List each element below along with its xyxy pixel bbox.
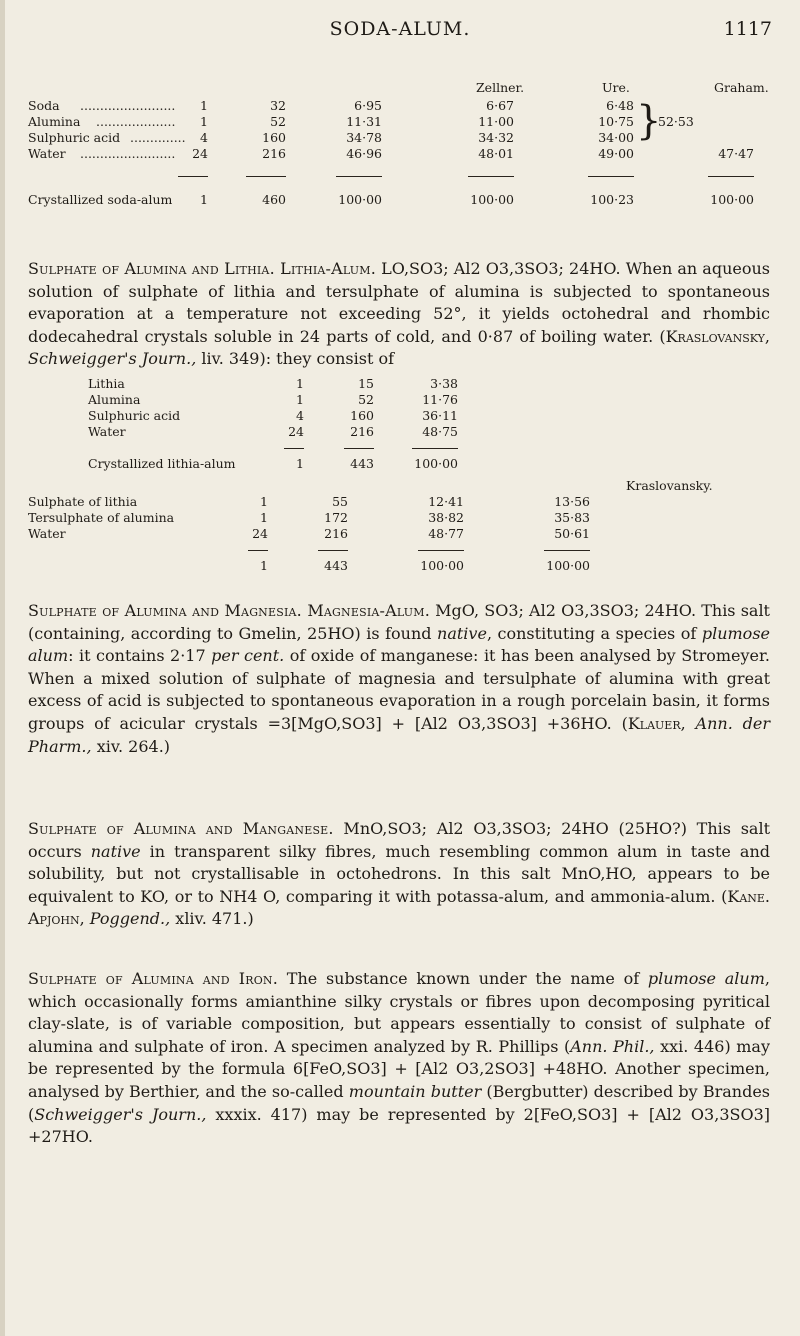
col-header-graham: Graham. (714, 80, 769, 95)
paragraph-iron-alum (28, 968, 770, 1149)
weight: 216 (350, 424, 374, 439)
reference: xiv. 264.) (91, 736, 171, 756)
kraslovansky-value: 35·83 (554, 510, 590, 525)
graham-water-value: 47·47 (718, 146, 754, 161)
equivalents: 24 (192, 146, 208, 161)
section-heading: Sulphate of Alumina and Manganese. (28, 819, 334, 838)
ure-value: 10·75 (598, 114, 634, 129)
component-name: Water (28, 146, 66, 161)
paragraph-manganese-alum (28, 818, 770, 931)
ure-value: 34·00 (598, 130, 634, 145)
table-row (28, 408, 768, 424)
brace: } (636, 98, 662, 144)
component-name: Water (88, 424, 126, 439)
body-text: in transparent silky fibres, much resembling common alum in taste and solubility, but not crystallisable in octohedrons. In this salt MnO,HO, appears to be equivalent to KO, or to NH4 O, comparing it with potassa-alum, and ammonia-alum. ( (28, 841, 770, 906)
body-text: : it contains 2·17 (68, 646, 212, 666)
table-column-headers (28, 478, 768, 494)
calculated-percent: 100·00 (338, 192, 382, 207)
body-text: , which occasionally forms amianthine silky crystals or fibres upon decomposing pyritical clay-slate, is of variable composition, but appears essentially to consist of sulphate of alumina and sulphate of iron. A specimen analyzed by R. Phillips ( (28, 969, 770, 1056)
sum-rule (318, 550, 348, 551)
journal: Schweigger's Journ., (28, 349, 197, 369)
reference: liv. 349): they consist of (196, 349, 395, 369)
emphasis: plumose alum (28, 623, 770, 666)
percent: 100·00 (420, 558, 464, 573)
emphasis: native (437, 623, 487, 643)
equivalents: 4 (296, 408, 304, 423)
equivalents: 1 (200, 98, 208, 113)
equivalents: 1 (296, 392, 304, 407)
journal: Schweigger's Journ., (34, 1104, 207, 1124)
table-total-row (28, 192, 768, 208)
body-text: xxi. 446) may be represented by the formula 6[FeO,SO3] + [Al2 O3,2SO3] +48HO. Another specimen, analysed by Berthier, and the so-called (28, 1036, 770, 1101)
equivalents: 1 (296, 456, 304, 471)
leader-dots: .................... (96, 114, 176, 129)
journal: Poggend., (84, 909, 171, 929)
leader-dots: .............. (130, 130, 186, 145)
equivalents: 1 (260, 558, 268, 573)
soda-alum-table (28, 80, 769, 207)
weight: 443 (350, 456, 374, 471)
section-heading: Sulphate of Alumina and Iron. (28, 969, 279, 988)
sum-rule (544, 550, 590, 551)
col-header-zellner: Zellner. (476, 80, 525, 95)
equivalents: 1 (296, 376, 304, 391)
sum-rule (412, 448, 458, 449)
page-left-edge (0, 0, 5, 1336)
zellner-value: 6·67 (486, 98, 514, 113)
calculated-percent: 34·78 (346, 130, 382, 145)
percent: 48·75 (422, 424, 458, 439)
table-row (28, 526, 768, 542)
section-heading: Sulphate of Alumina and Lithia. Lithia-Alum. (28, 259, 377, 278)
sum-rule (336, 176, 382, 177)
sum-rule (248, 550, 268, 551)
graham-bracketed-value: 52·53 (658, 114, 694, 129)
emphasis: plumose alum (647, 969, 765, 988)
weight: 460 (262, 192, 286, 207)
body-text: MgO, SO3; Al2 O3,3SO3; 24HO. This salt (containing, according to Gmelin, 25HO) is found (28, 601, 770, 643)
body-text: MnO,SO3; Al2 O3,3SO3; 24HO (25HO?) This salt occurs (28, 819, 770, 861)
sum-rule (468, 176, 514, 177)
ure-value: 49·00 (598, 146, 634, 161)
equivalents: 1 (200, 114, 208, 129)
sum-rule (178, 176, 208, 177)
zellner-value: 34·32 (478, 130, 514, 145)
zellner-value: 100·00 (470, 192, 514, 207)
component-name: Sulphate of lithia (28, 494, 138, 509)
component-name: Sulphuric acid (88, 408, 181, 423)
component-name: Alumina (28, 114, 81, 129)
body-text: , constituting a species of (486, 623, 702, 643)
weight: 15 (358, 376, 374, 391)
sum-rule (344, 448, 374, 449)
author: Kraslovansky, (665, 326, 770, 346)
table-row (28, 392, 768, 408)
component-name: Sulphuric acid (28, 130, 121, 145)
journal: Ann. der Pharm., (28, 713, 771, 756)
leader-dots: ........................ (80, 146, 176, 161)
table-row (28, 424, 768, 440)
sum-rule (246, 176, 286, 177)
body-text: xxxix. 417) may be represented by 2[FeO,SO3] + [Al2 O3,3SO3] +27HO. (28, 1104, 770, 1147)
zellner-value: 48·01 (478, 146, 514, 161)
reference: xliv. 471.) (170, 909, 254, 929)
weight: 443 (324, 558, 348, 573)
weight: 52 (358, 392, 374, 407)
lithia-alum-table (28, 376, 768, 471)
weight: 160 (262, 130, 286, 145)
calculated-percent: 6·95 (354, 98, 382, 113)
table-row (28, 494, 768, 510)
component-name: Lithia (88, 376, 125, 391)
weight: 55 (332, 494, 348, 509)
component-name: Water (28, 526, 66, 541)
emphasis: per cent. (211, 646, 285, 666)
weight: 172 (324, 510, 348, 525)
percent: 38·82 (428, 510, 464, 525)
weight: 160 (350, 408, 374, 423)
graham-value: 100·00 (710, 192, 754, 207)
table-column-headers (28, 80, 768, 96)
percent: 11·76 (422, 392, 458, 407)
percent: 48·77 (428, 526, 464, 541)
sum-rule (708, 176, 754, 177)
page-number: 1117 (723, 18, 772, 40)
col-header-ure: Ure. (602, 80, 630, 95)
kraslovansky-value: 13·56 (554, 494, 590, 509)
sum-rule (418, 550, 464, 551)
lithia-alum-salts-table (28, 478, 768, 573)
formula: LO,SO3; Al2 O3,3SO3; 24HO. (376, 259, 621, 278)
weight: 32 (270, 98, 286, 113)
author: Kane. Apjohn, (28, 886, 770, 929)
journal: Ann. Phil., (570, 1036, 655, 1056)
equivalents: 1 (260, 510, 268, 525)
author: Klauer, (627, 713, 686, 733)
body-text: (Bergbutter) described by Brandes ( (28, 1081, 771, 1124)
table-row (28, 146, 768, 162)
percent: 12·41 (428, 494, 464, 509)
equivalents: 24 (252, 526, 268, 541)
table-row (28, 376, 768, 392)
table-total-row (28, 558, 768, 574)
equivalents: 24 (288, 424, 304, 439)
percent: 100·00 (414, 456, 458, 471)
leader-dots: ........................ (80, 98, 176, 113)
paragraph-magnesia-alum (28, 600, 770, 758)
sum-rule (284, 448, 304, 449)
page-header (0, 14, 800, 44)
component-name: Soda (28, 98, 60, 113)
section-heading: Sulphate of Alumina and Magnesia. Magnesia-Alum. (28, 601, 430, 620)
total-label: Crystallized lithia-alum (88, 456, 236, 471)
weight: 216 (324, 526, 348, 541)
calculated-percent: 46·96 (346, 146, 382, 161)
body-text: When an aqueous solution of sulphate of lithia and tersulphate of alumina is subjected to spontaneous evaporation at a temperature not exceeding 52°, it yields octohedral and rhombic dodecahedral crystals soluble in 24 parts of cold, and 0·87 of boiling water. ( (28, 259, 771, 346)
component-name: Alumina (88, 392, 141, 407)
table-row (28, 510, 768, 526)
body-text: The substance known under the name of (278, 969, 648, 988)
equivalents: 4 (200, 130, 208, 145)
emphasis: mountain butter (348, 1081, 482, 1101)
paragraph-lithia-alum (28, 258, 770, 371)
emphasis: native (90, 841, 141, 861)
col-header-kraslovansky: Kraslovansky. (626, 478, 713, 493)
percent: 3·38 (430, 376, 458, 391)
kraslovansky-value: 100·00 (546, 558, 590, 573)
sum-rule (588, 176, 634, 177)
component-name: Tersulphate of alumina (28, 510, 175, 525)
ure-value: 100·23 (590, 192, 634, 207)
kraslovansky-value: 50·61 (554, 526, 590, 541)
running-title: SODA-ALUM. (329, 18, 471, 40)
weight: 52 (270, 114, 286, 129)
zellner-value: 11·00 (478, 114, 514, 129)
total-label: Crystallized soda-alum (28, 192, 173, 207)
equivalents: 1 (200, 192, 208, 207)
calculated-percent: 11·31 (346, 114, 382, 129)
percent: 36·11 (422, 408, 458, 423)
equivalents: 1 (260, 494, 268, 509)
weight: 216 (262, 146, 286, 161)
table-total-row (28, 456, 768, 472)
ure-value: 6·48 (606, 98, 634, 113)
body-text: of oxide of manganese: it has been analysed by Stromeyer. When a mixed solution of sulphate of magnesia and tersulphate of alumina with great excess of acid is subjected to spontaneous evaporation in a rough porcelain basin, it forms groups of acicular crystals =3[MgO,SO3] + [Al2 O3,3SO3] +36HO. ( (28, 646, 771, 733)
